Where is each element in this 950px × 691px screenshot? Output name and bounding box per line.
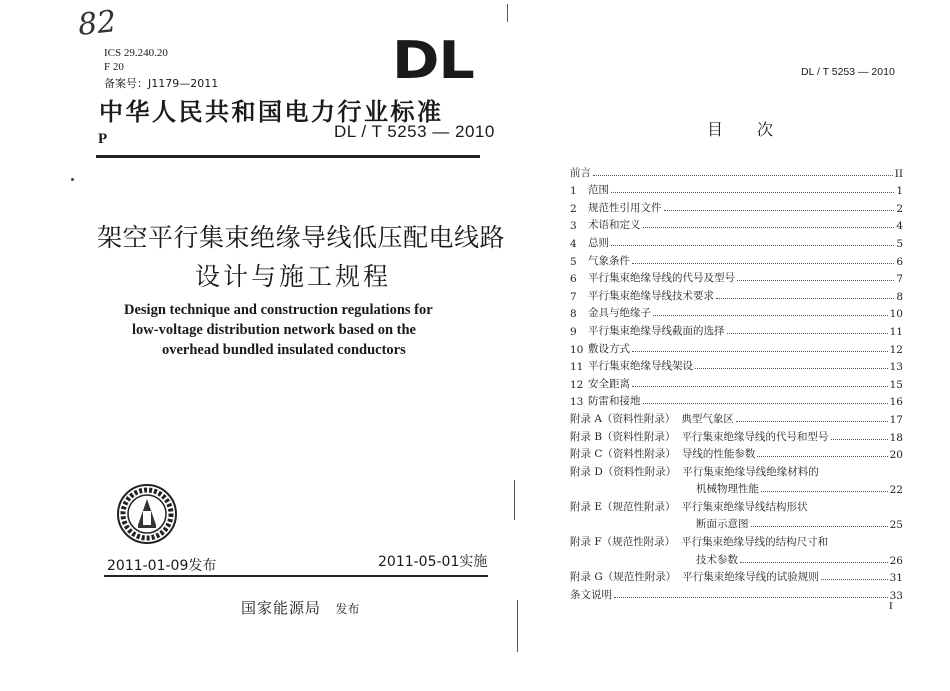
toc-appendix-prefix: 附录 A（资料性附录）: [570, 412, 676, 425]
toc-page-number: 20: [889, 449, 903, 462]
toc-leader-dots: [740, 562, 888, 563]
toc-leader-dots: [643, 403, 888, 404]
toc-page-number: 4: [896, 220, 903, 233]
toc-page-number: 5: [896, 237, 903, 250]
toc-page-number: 18: [889, 431, 903, 444]
toc-row[interactable]: [570, 514, 903, 532]
toc-number: 4: [570, 237, 577, 250]
toc-row[interactable]: [570, 180, 903, 198]
toc-row[interactable]: [570, 373, 903, 391]
toc-page-number: 15: [889, 378, 903, 391]
toc-row[interactable]: [570, 408, 903, 426]
toc-page-number: 12: [889, 343, 903, 356]
toc-leader-dots: [593, 175, 893, 176]
toc-label: 平行集束绝缘导线技术要求: [588, 289, 714, 302]
page-divider-mark: [514, 480, 515, 520]
toc-leader-dots: [736, 421, 888, 422]
toc-leader-dots: [611, 192, 894, 193]
toc-number: 9: [570, 325, 577, 338]
implementation-date: 2011-05-01实施: [378, 554, 488, 570]
toc-row[interactable]: [570, 531, 903, 549]
toc-label: 前言: [570, 166, 591, 179]
toc-leader-dots: [831, 439, 888, 440]
page-divider-mark: [507, 4, 508, 22]
toc-page-number: 16: [889, 396, 903, 409]
toc-row[interactable]: [570, 232, 903, 250]
toc-label: 规范性引用文件: [588, 201, 662, 214]
p-label: P: [98, 131, 108, 147]
toc-appendix-prefix: 附录 D（资料性附录）: [570, 465, 677, 478]
publisher-emblem-icon: [116, 483, 178, 545]
toc-label: 安全距离: [588, 377, 630, 390]
issue-date: 2011-01-09发布: [107, 558, 217, 574]
toc-row[interactable]: [570, 461, 903, 479]
toc-row[interactable]: [570, 567, 903, 585]
toc-page-number: 22: [889, 484, 903, 497]
toc-leader-dots: [664, 210, 895, 211]
toc-leader-dots: [751, 526, 888, 527]
toc-number: 7: [570, 290, 577, 303]
page-divider-mark: [517, 600, 518, 652]
title-en-line3: overhead bundled insulated conductors: [162, 342, 406, 358]
title-en-line2: low-voltage distribution network based on the: [132, 322, 416, 338]
f-code: F 20: [104, 61, 124, 73]
table-of-contents: [570, 162, 903, 602]
toc-page-number: 10: [889, 308, 903, 321]
toc-number: 10: [570, 343, 584, 356]
toc-row[interactable]: [570, 496, 903, 514]
toc-label: 术语和定义: [588, 219, 641, 232]
toc-leader-dots: [632, 263, 894, 264]
toc-label: 技术参数: [696, 553, 738, 566]
toc-leader-dots: [757, 456, 887, 457]
toc-label: 总则: [588, 236, 609, 249]
toc-label: 导线的性能参数: [681, 448, 756, 461]
toc-row[interactable]: [570, 320, 903, 338]
right-standard-number: DL / T 5253 — 2010: [801, 66, 895, 78]
toc-label: 平行集束绝缘导线的结构尺寸和: [681, 536, 829, 549]
toc-page-number: 13: [889, 361, 903, 374]
toc-label: 平行集束绝缘导线绝缘材料的: [682, 465, 819, 478]
publisher-verb: 发布: [335, 602, 360, 616]
toc-row[interactable]: [570, 303, 903, 321]
toc-label: 平行集束绝缘导线的代号及型号: [588, 272, 735, 285]
toc-row[interactable]: [570, 338, 903, 356]
publisher: [241, 597, 359, 618]
header-rule: [96, 155, 480, 158]
toc-number: 1: [570, 185, 577, 198]
toc-label: 平行集束绝缘导线的代号和型号: [681, 430, 829, 443]
toc-leader-dots: [614, 597, 888, 598]
footer-rule: [104, 575, 488, 577]
toc-number: 3: [570, 220, 577, 233]
toc-page-number: 26: [889, 554, 903, 567]
toc-row[interactable]: [570, 215, 903, 233]
toc-page-number: 11: [889, 325, 903, 338]
toc-page-number: 7: [896, 273, 903, 286]
toc-leader-dots: [761, 491, 888, 492]
toc-label: 平行集束绝缘导线的试验规则: [682, 571, 819, 584]
title-cn-line1: 架空平行集束绝缘导线低压配电线路: [97, 223, 506, 252]
toc-leader-dots: [695, 368, 888, 369]
toc-number: 8: [570, 308, 577, 321]
toc-row[interactable]: [570, 391, 903, 409]
toc-row[interactable]: [570, 268, 903, 286]
toc-page-number: 17: [889, 413, 903, 426]
toc-number: 12: [570, 378, 584, 391]
toc-label: 金具与绝缘子: [588, 307, 651, 320]
title-en-line1: Design technique and construction regulations for: [124, 302, 433, 318]
scan-speck: [71, 178, 74, 181]
toc-page-number: 2: [896, 202, 903, 215]
ics-code: ICS 29.240.20: [104, 47, 168, 59]
toc-row[interactable]: [570, 584, 903, 602]
toc-label: 条文说明: [570, 588, 612, 601]
toc-label: 敷设方式: [588, 342, 630, 355]
toc-row[interactable]: [570, 250, 903, 268]
toc-row[interactable]: [570, 444, 903, 462]
toc-title: 目次: [707, 120, 808, 139]
toc-page-number: 33: [889, 589, 903, 602]
toc-leader-dots: [821, 579, 888, 580]
toc-label: 机械物理性能: [696, 483, 759, 496]
toc-leader-dots: [737, 280, 894, 281]
toc-number: 13: [570, 396, 584, 409]
toc-number: 2: [570, 202, 577, 215]
toc-label: 平行集束绝缘导线架设: [588, 360, 693, 373]
page-number: I: [889, 600, 893, 612]
toc-label: 气象条件: [588, 254, 630, 267]
toc-leader-dots: [643, 227, 895, 228]
toc-page-number: 25: [889, 519, 903, 532]
toc-appendix-prefix: 附录 B（资料性附录）: [570, 430, 676, 443]
toc-row[interactable]: [570, 426, 903, 444]
toc-page-number: 1: [896, 185, 903, 198]
toc-appendix-prefix: 附录 C（资料性附录）: [570, 448, 676, 461]
toc-appendix-prefix: 附录 G（规范性附录）: [570, 571, 677, 584]
toc-page-number: 6: [896, 255, 903, 268]
toc-label: 平行集束绝缘导线截面的选择: [588, 324, 725, 337]
title-cn-line2: 设计与施工规程: [195, 262, 392, 291]
toc-leader-dots: [716, 298, 894, 299]
toc-row[interactable]: [570, 549, 903, 567]
toc-number: 6: [570, 273, 577, 286]
toc-number: 11: [570, 361, 584, 374]
toc-leader-dots: [653, 315, 888, 316]
toc-page-number: 8: [896, 290, 903, 303]
toc-leader-dots: [727, 333, 888, 334]
toc-leader-dots: [632, 351, 888, 352]
toc-leader-dots: [611, 245, 894, 246]
handwritten-note: 82: [76, 4, 118, 43]
standard-number: DL / T 5253 — 2010: [334, 122, 495, 141]
record-number: 备案号：J1179—2011: [104, 77, 219, 90]
dl-logo: DL: [392, 31, 474, 91]
toc-number: 5: [570, 255, 577, 268]
toc-row[interactable]: [570, 197, 903, 215]
toc-leader-dots: [632, 386, 888, 387]
publisher-org: 国家能源局: [241, 599, 322, 617]
toc-row[interactable]: [570, 356, 903, 374]
toc-row[interactable]: [570, 162, 903, 180]
toc-label: 防雷和接地: [588, 395, 641, 408]
toc-label: 典型气象区: [681, 412, 734, 425]
toc-appendix-prefix: 附录 F（规范性附录）: [570, 536, 676, 549]
toc-row[interactable]: [570, 285, 903, 303]
toc-label: 范围: [588, 184, 609, 197]
toc-label: 断面示意图: [696, 518, 749, 531]
toc-row[interactable]: [570, 479, 903, 497]
toc-page-number: II: [894, 167, 903, 180]
toc-page-number: 31: [889, 572, 903, 585]
toc-appendix-prefix: 附录 E（规范性附录）: [570, 500, 676, 513]
standard-header: 中华人民共和国电力行业标准: [99, 97, 444, 126]
toc-label: 平行集束绝缘导线结构形状: [681, 500, 808, 513]
